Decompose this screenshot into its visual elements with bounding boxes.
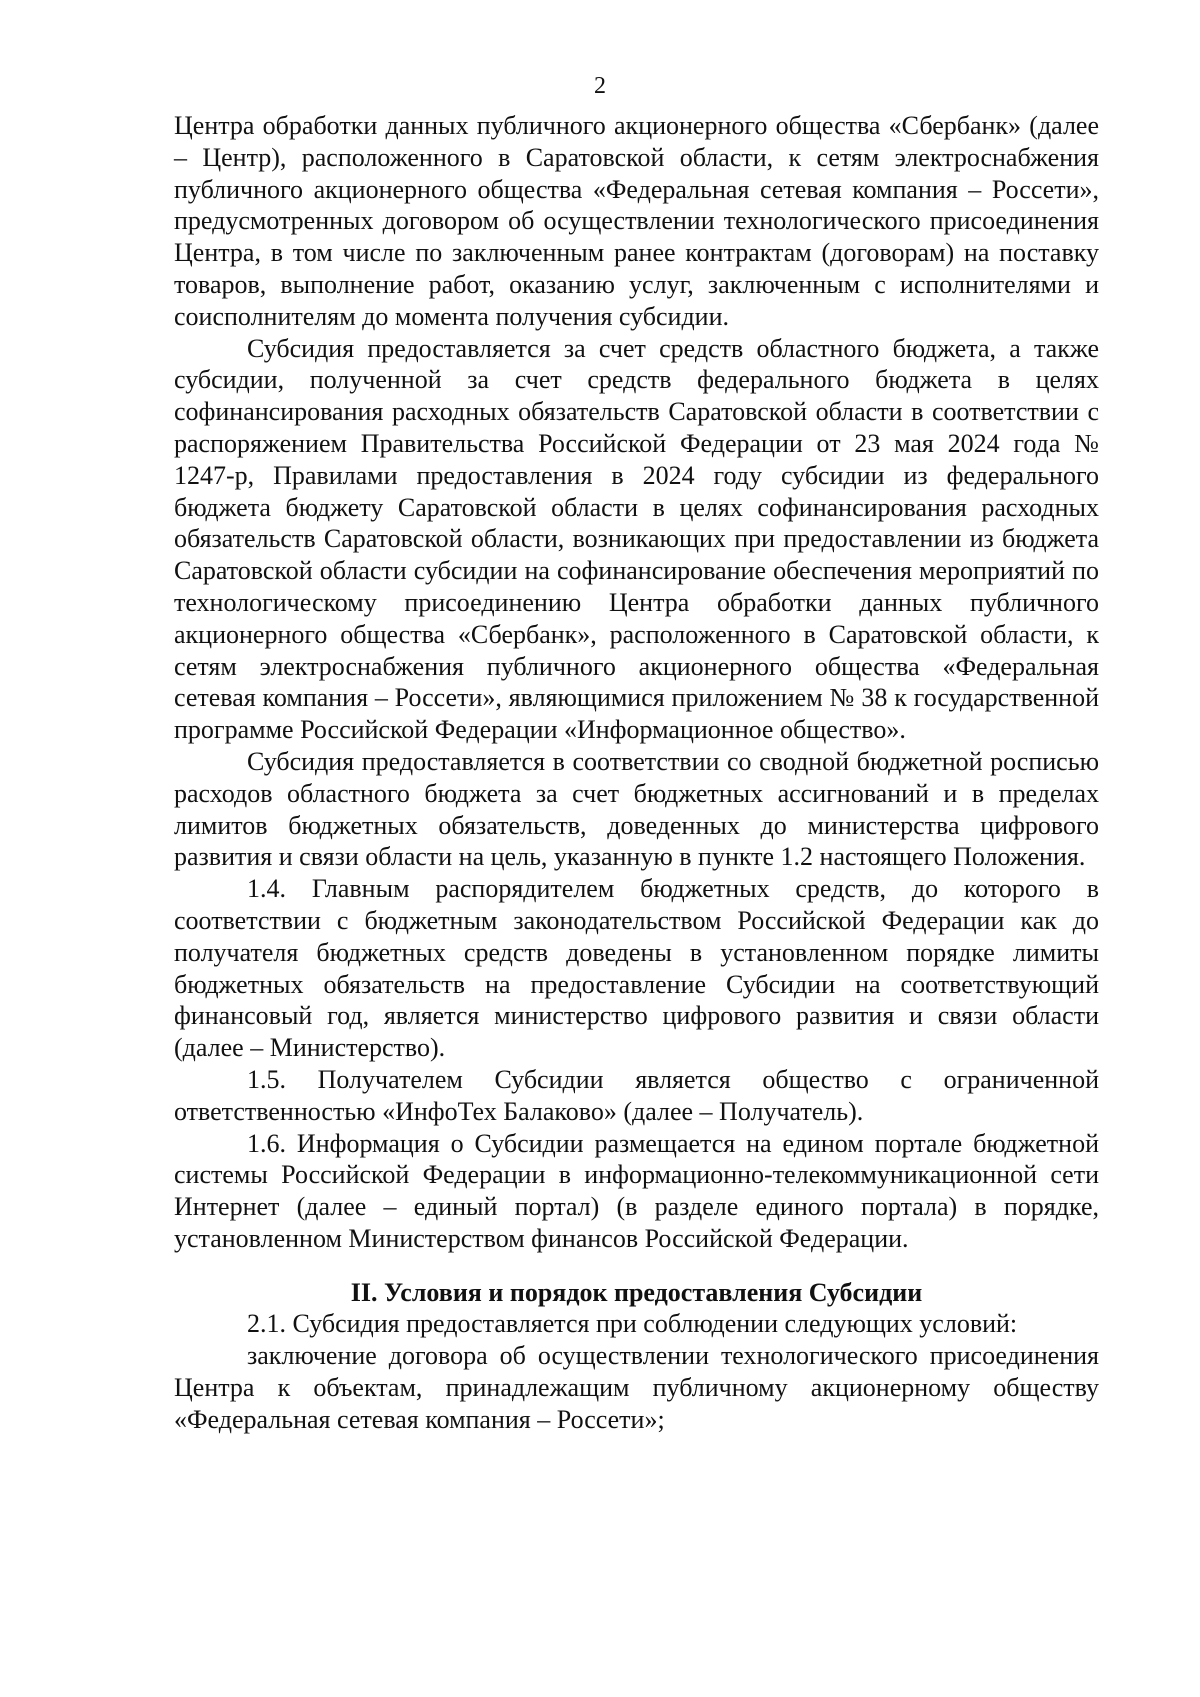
paragraph-2-1-conditions: 2.1. Субсидия предоставляется при соблюдении следующих условий:	[247, 1309, 1018, 1339]
paragraph-1-5-recipient: 1.5. Получателем Субсидии является общество с ограниченной ответственностью «ИнфоТех Балаково» (далее – Получатель).	[174, 1064, 1099, 1126]
paragraph-continuation: Центра обработки данных публичного акционерного общества «Сбербанк» (далее – Центр), расположенного в Саратовской области, к сетям электроснабжения публичного акционерного общества «Федеральная сетевая компания – Россети», предусмотренных договором об осуществлении технологического присоединения Центра, в том числе по заключенным ранее контрактам (договорам) на поставку товаров, выполнение работ, оказанию услуг, заключенным с исполнителями и соисполнителям до момента получения субсидии.	[174, 111, 1099, 331]
paragraph-subsidy-budget-list: Субсидия предоставляется в соответствии со сводной бюджетной росписью расходов областного бюджета за счет бюджетных ассигнований и в пределах лимитов бюджетных обязательств, доведенных до министерства цифрового развития и связи области на цель, указанную в пункте 1.2 настоящего Положения.	[174, 746, 1099, 872]
paragraph-1-6-information: 1.6. Информация о Субсидии размещается на едином портале бюджетной системы Российской Федерации в информационно-телекоммуникационной сети Интернет (далее – единый портал) (в разделе единого портала) в порядке, установленном Министерством финансов Российской Федерации.	[174, 1128, 1099, 1253]
page-number: 2	[594, 73, 606, 99]
paragraph-condition-contract: заключение договора об осуществлении технологического присоединения Центра к объектам, принадлежащим публичному акционерному обществу «Федеральная сетевая компания – Россети»;	[174, 1341, 1099, 1434]
document-body	[174, 110, 1099, 1436]
paragraph-subsidy-sources: Субсидия предоставляется за счет средств областного бюджета, а также субсидии, полученной за счет средств федерального бюджета в целях софинансирования расходных обязательств Саратовской области в соответствии с распоряжением Правительства Российской Федерации от 23 мая 2024 года № 1247-р, Правилами предоставления в 2024 году субсидии из федерального бюджета бюджету Саратовской области в целях софинансирования расходных обязательств Саратовской области, возникающих при предоставлении из бюджета Саратовской области субсидии на софинансирование обеспечения мероприятий по технологическому присоединению Центра обработки данных публичного акционерного общества «Сбербанк», расположенного в Саратовской области, к сетям электроснабжения публичного акционерного общества «Федеральная сетевая компания – Россети», являющимися приложением № 38 к государственной программе Российской Федерации «Информационное общество».	[174, 333, 1099, 745]
paragraph-1-4-main-administrator: 1.4. Главным распорядителем бюджетных средств, до которого в соответствии с бюджетным законодательством Российской Федерации как до получателя бюджетных средств доведены в установленном порядке лимиты бюджетных обязательств на предоставление Субсидии на соответствующий финансовый год, является министерство цифрового развития и связи области (далее – Министерство).	[174, 874, 1099, 1063]
section-heading: II. Условия и порядок предоставления Субсидии	[350, 1277, 923, 1307]
